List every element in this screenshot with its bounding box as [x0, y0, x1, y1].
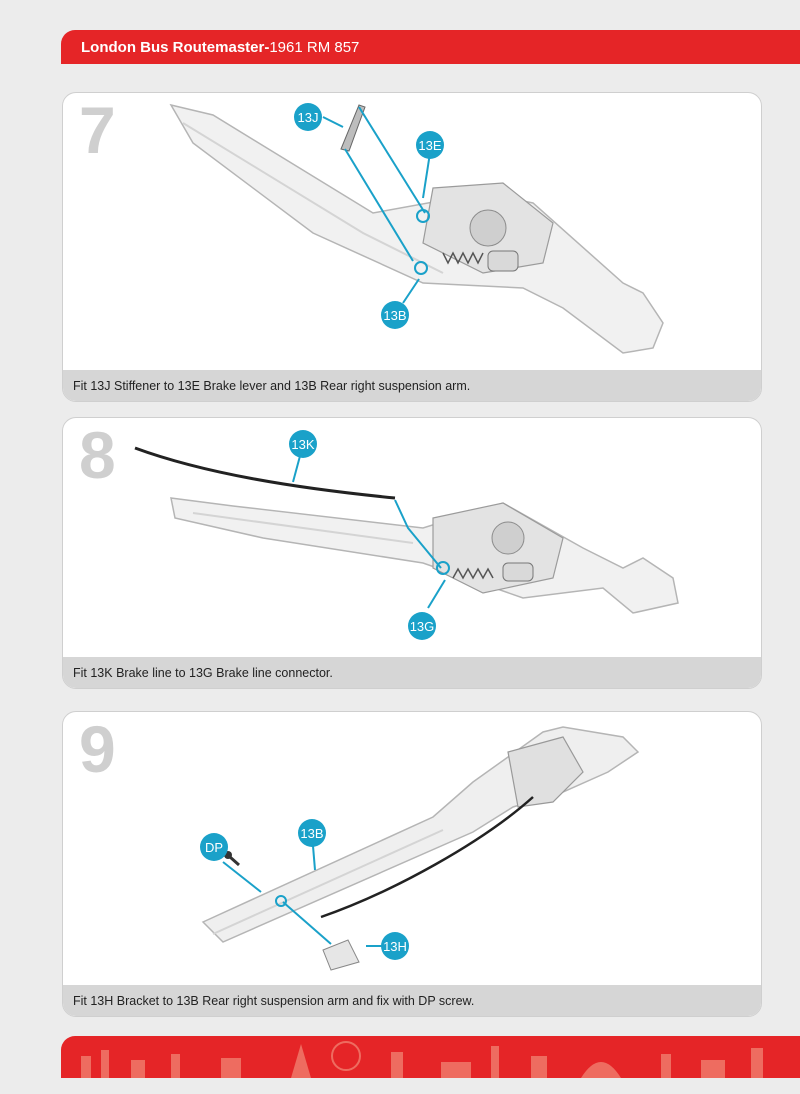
page-title — [81, 39, 359, 56]
callout-13h — [381, 932, 409, 960]
suspension-arm-13b — [171, 498, 678, 613]
title-rest: 1961 RM 857 — [269, 38, 360, 56]
callout-13k — [289, 430, 317, 458]
callout-dp — [200, 833, 228, 861]
callout-13j — [294, 103, 322, 131]
step-number: 8 — [79, 418, 116, 492]
footer-skyline — [61, 1036, 800, 1078]
svg-text:13J: 13J — [297, 110, 319, 125]
step-panel-9 — [62, 711, 762, 1017]
callout-13b — [298, 819, 326, 847]
london-skyline-graphic — [61, 1036, 800, 1078]
svg-text:13B: 13B — [300, 826, 324, 841]
svg-text:13H: 13H — [383, 939, 407, 954]
step-caption: Fit 13H Bracket to 13B Rear right suspension arm and fix with DP screw. — [73, 993, 475, 1008]
step-9-illustration — [63, 712, 762, 987]
step-7-illustration — [63, 93, 762, 373]
svg-text:DP: DP — [204, 840, 224, 855]
callout-13b — [381, 301, 409, 329]
bracket-13h — [323, 940, 359, 970]
brake-line-13k — [135, 448, 395, 498]
step-8-illustration — [63, 418, 762, 658]
caption-bar — [63, 370, 761, 401]
svg-text:13B: 13B — [383, 308, 407, 323]
step-caption: Fit 13J Stiffener to 13E Brake lever and 13B Rear right suspension arm. — [73, 378, 471, 393]
step-panel-8 — [62, 417, 762, 689]
step-panel-7 — [62, 92, 762, 402]
svg-text:13G: 13G — [409, 619, 435, 634]
step-number: 9 — [79, 712, 116, 786]
callout-13e — [416, 131, 444, 159]
callout-13g — [408, 612, 436, 640]
step-caption: Fit 13K Brake line to 13G Brake line connector. — [73, 665, 333, 680]
step-number: 7 — [79, 93, 116, 167]
caption-bar — [63, 657, 761, 688]
title-bold: London Bus Routemaster- — [81, 38, 270, 56]
svg-text:13E: 13E — [418, 138, 442, 153]
header-bar — [61, 30, 800, 64]
svg-text:13K: 13K — [291, 437, 315, 452]
caption-bar — [63, 985, 761, 1016]
